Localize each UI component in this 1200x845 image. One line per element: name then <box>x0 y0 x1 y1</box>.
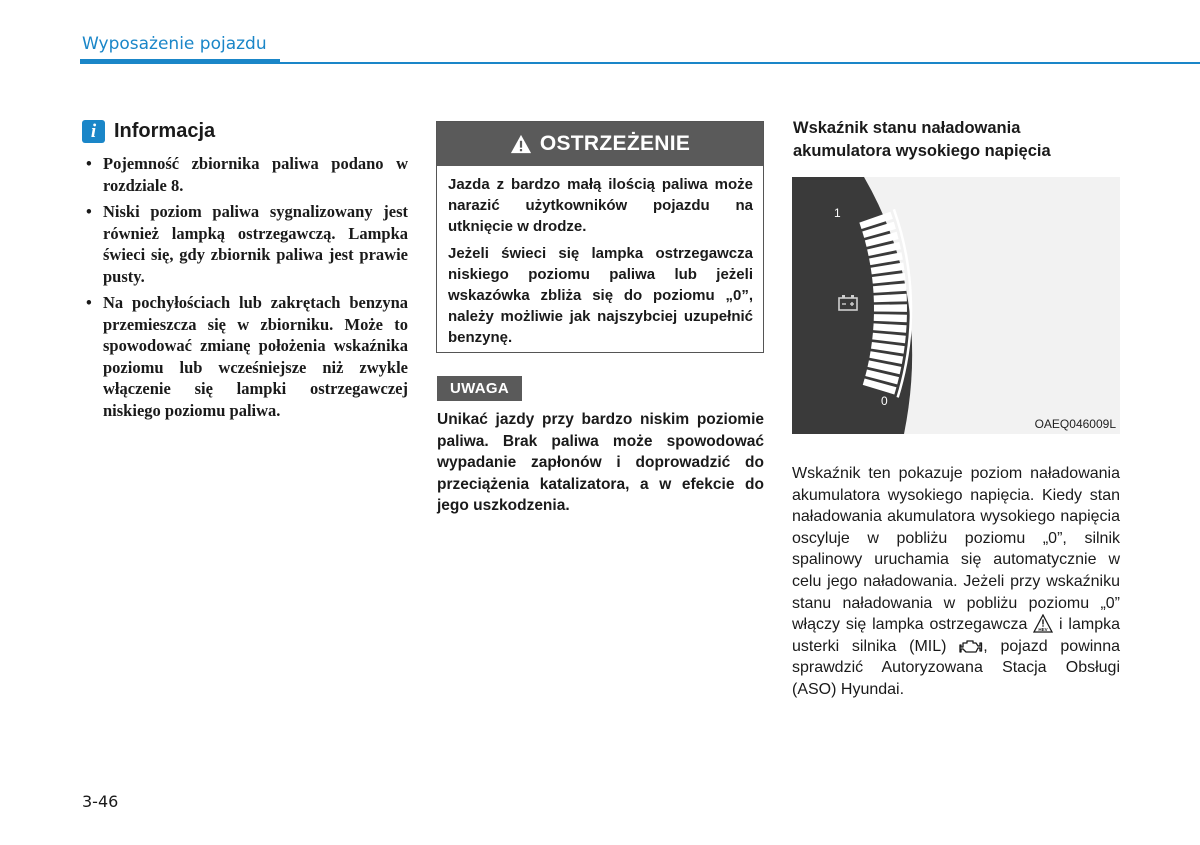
desc-part-1: Wskaźnik ten pokazuje poziom naładowania akumulatora wysokiego napięcia. Kiedy stan naładowania akumulatora wysokiego napięcia oscyluje w pobliżu poziomu „0”, silnik spalinowy uruchamia się automatycznie w celu jego naładowania. Jeżeli przy wskaźniku stanu naładowania w pobliżu poziomu „0” włączy się lampka ostrzegawcza <box>792 465 1120 634</box>
info-heading <box>82 120 215 143</box>
desc-part-3: , pojazd powinna sprawdzić Autoryzowana Stacja Obsługi (ASO) Hyundai. <box>792 637 1120 698</box>
hev-warning-icon <box>1033 614 1053 633</box>
battery-gauge-graphic <box>792 177 1120 434</box>
page-number: 3-46 <box>82 792 119 811</box>
warning-header <box>437 122 763 166</box>
gauge-label-min: 0 <box>881 394 888 408</box>
section-title: Wskaźnik stanu naładowania akumulatora wysokiego napięcia <box>793 119 1051 160</box>
battery-gauge-figure <box>792 177 1120 434</box>
section-header: Wyposażenie pojazdu <box>82 34 267 54</box>
caution-text: Unikać jazdy przy bardzo niskim poziomie paliwa. Brak paliwa może spowodować wypadanie zapłonów i doprowadzić do przeciążenia katalizatora, a w efekcie do jego uszkodzenia. <box>437 411 764 514</box>
gauge-label-max: 1 <box>834 206 841 220</box>
warning-triangle-icon <box>510 133 532 155</box>
info-item: • Niski poziom paliwa sygnalizowany jest również lampką ostrzegawczą. Lampka świeci się, gdy zbiornik paliwa jest prawie pusty. <box>82 201 408 287</box>
figure-code: OAEQ046009L <box>1034 417 1116 431</box>
info-list <box>82 153 408 426</box>
desc-part-2: i lampka usterki silnika (MIL) <box>792 616 1121 655</box>
warning-paragraph: Jazda z bardzo małą ilością paliwa może narazić użytkowników pojazdu na utknięcie w drodze. <box>448 176 753 235</box>
info-title: Informacja <box>114 120 216 142</box>
info-icon: i <box>82 120 105 143</box>
header-rule-accent <box>80 59 280 64</box>
header-rule <box>280 62 1200 64</box>
info-item: • Pojemność zbiornika paliwa podano w rozdziale 8. <box>82 153 408 196</box>
warning-body <box>437 166 763 348</box>
warning-title: OSTRZEŻENIE <box>539 132 691 155</box>
battery-gauge-description <box>792 463 1120 701</box>
info-item: • Na pochyłościach lub zakrętach benzyna przemieszcza się w zbiorniku. Może to spowodować zmianę położenia wskaźnika poziomu lub wcześniejsze niż zwykle włączenie się lampki ostrzegawczej niskiego poziomu paliwa. <box>82 292 408 421</box>
warning-box <box>436 121 764 353</box>
warning-paragraph: Jeżeli świeci się lampka ostrzegawcza niskiego poziomu paliwa lub jeżeli wskazówka zbliża się do poziomu „0”, należy możliwie jak najszybciej uzupełnić benzynę. <box>448 245 753 346</box>
hev-label: HEV <box>1038 627 1048 633</box>
check-engine-icon <box>959 638 983 655</box>
gauge-segment <box>874 304 907 312</box>
caution-badge: UWAGA <box>437 376 522 401</box>
